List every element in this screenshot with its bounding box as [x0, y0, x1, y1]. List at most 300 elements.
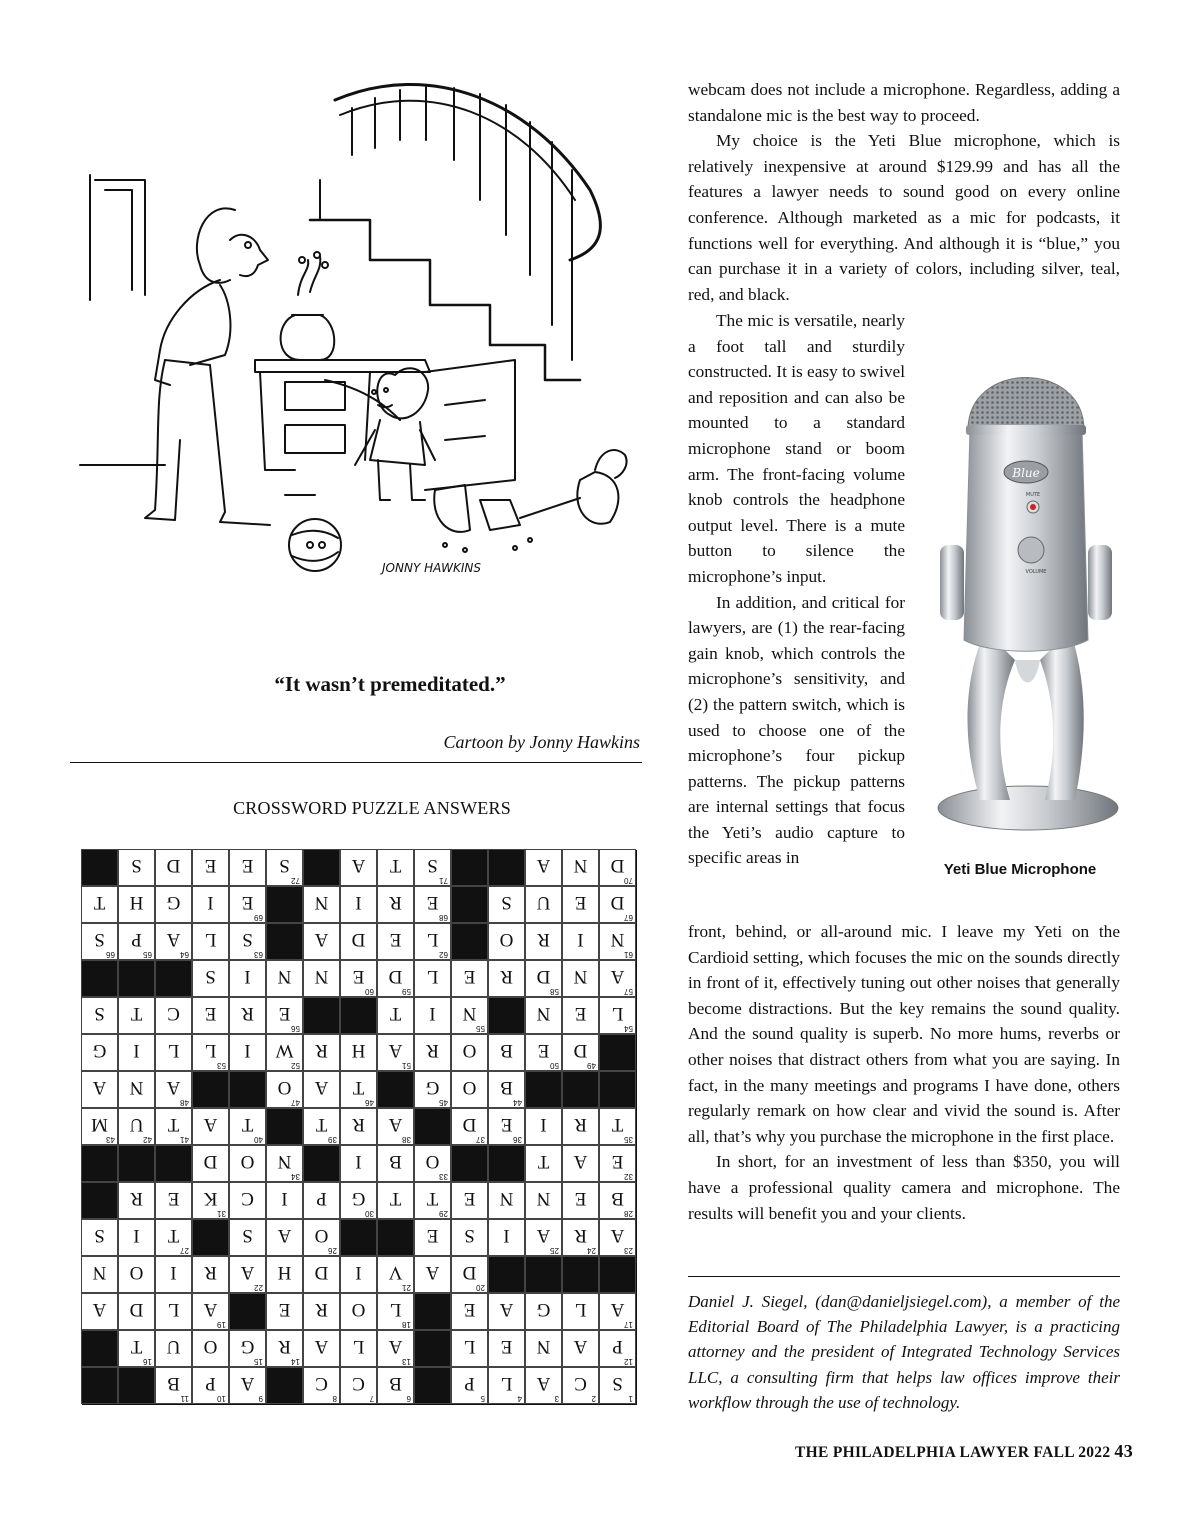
crossword-cell	[451, 1219, 488, 1256]
crossword-cell	[599, 997, 636, 1034]
crossword-cell	[451, 1071, 488, 1108]
crossword-cell	[377, 960, 414, 997]
answer-letter: G	[425, 1077, 440, 1098]
clue-number: 34	[291, 1172, 300, 1181]
crossword-cell	[414, 997, 451, 1034]
crossword-black-cell	[599, 1256, 636, 1293]
crossword-cell	[525, 886, 562, 923]
answer-letter: B	[500, 1077, 513, 1098]
answer-letter: C	[167, 1003, 180, 1024]
crossword-cell	[451, 1367, 488, 1404]
answer-letter: P	[464, 1373, 475, 1394]
crossword-cell	[266, 1330, 303, 1367]
clue-number: 2	[591, 1394, 596, 1403]
cartoon-illustration	[70, 60, 650, 660]
crossword-cell	[192, 1293, 229, 1330]
answer-letter: E	[611, 1151, 624, 1172]
clue-number: 71	[439, 876, 448, 885]
crossword-cell	[303, 1256, 340, 1293]
answer-letter: E	[167, 1188, 180, 1209]
answer-letter: E	[389, 929, 402, 950]
answer-letter: A	[610, 1299, 625, 1320]
crossword-cell	[303, 1071, 340, 1108]
crossword-cell	[155, 1108, 192, 1145]
crossword-cell	[488, 1182, 525, 1219]
crossword-cell	[192, 886, 229, 923]
answer-letter: D	[351, 929, 366, 950]
crossword-cell	[525, 1034, 562, 1071]
crossword-cell	[118, 923, 155, 960]
answer-letter: S	[279, 855, 290, 876]
clue-number: 62	[439, 950, 448, 959]
crossword-black-cell	[488, 1145, 525, 1182]
crossword-cell	[118, 1108, 155, 1145]
cartoon-credit: Cartoon by Jonny Hawkins	[443, 732, 640, 752]
bio-divider	[688, 1276, 1120, 1277]
article-narrow-text	[688, 308, 905, 871]
clue-number: 60	[365, 987, 374, 996]
answer-letter: C	[241, 1188, 254, 1209]
crossword-black-cell	[81, 1330, 118, 1367]
crossword-black-cell	[414, 1330, 451, 1367]
answer-letter: A	[573, 1336, 588, 1357]
crossword-cell	[599, 1367, 636, 1404]
crossword-cell	[192, 960, 229, 997]
answer-letter: E	[500, 1114, 513, 1135]
crossword-cell	[488, 1367, 525, 1404]
answer-letter: A	[425, 1262, 440, 1283]
article-paragraph: front, behind, or all-around mic. I leave my Yeti on the Cardioid setting, which focuses the mic on the sounds directly in front of it, effectively tuning out other noises that generally become distractions. But the key remains the sound quality. And the sound quality is superb. No more hums, reverbs or other noises that distract others from what you are saying. In fact, in the many meetings and programs I have done, others regularly remark on how clear and vivid the sound is. After all, that’s why you purchase the microphone in the first place.	[688, 922, 1120, 1146]
answer-letter: R	[204, 1262, 217, 1283]
article-paragraph: My choice is the Yeti Blue microphone, which is relatively inexpensive at around $129.99 and has all the features a lawyer needs to sound good on every online conference. Although marketed as a mic for podcasts, it functions well for everything. And although it is “blue,” you can purchase it in a variety of colors, including silver, teal, red, and black.	[688, 131, 1120, 304]
answer-letter: S	[464, 1225, 475, 1246]
crossword-cell	[303, 960, 340, 997]
answer-letter: S	[612, 1373, 623, 1394]
answer-letter: A	[536, 855, 551, 876]
crossword-black-cell	[340, 997, 377, 1034]
crossword-cell	[229, 1219, 266, 1256]
clue-number: 49	[587, 1061, 596, 1070]
clue-number: 65	[143, 950, 152, 959]
answer-letter: A	[166, 1077, 181, 1098]
clue-number: 35	[624, 1135, 633, 1144]
answer-letter: L	[426, 929, 439, 950]
answer-letter: E	[574, 1188, 587, 1209]
clue-number: 31	[217, 1209, 226, 1218]
clue-number: 61	[624, 950, 633, 959]
answer-letter: H	[129, 892, 144, 913]
answer-letter: K	[203, 1188, 218, 1209]
answer-letter: A	[573, 1151, 588, 1172]
answer-letter: B	[500, 1040, 513, 1061]
clue-number: 28	[624, 1209, 633, 1218]
answer-letter: T	[167, 1225, 180, 1246]
answer-letter: I	[503, 1225, 510, 1246]
crossword-cell	[303, 886, 340, 923]
clue-number: 39	[328, 1135, 337, 1144]
crossword-cell	[488, 1034, 525, 1071]
crossword-cell	[192, 1145, 229, 1182]
answer-letter: G	[240, 1336, 255, 1357]
crossword-cell	[303, 1293, 340, 1330]
mic-volume-label: VOLUME	[1025, 569, 1047, 575]
clue-number: 50	[550, 1061, 559, 1070]
clue-number: 70	[624, 876, 633, 885]
crossword-black-cell	[81, 1367, 118, 1404]
answer-letter: E	[463, 966, 476, 987]
answer-letter: R	[574, 1225, 587, 1246]
crossword-cell	[562, 1108, 599, 1145]
clue-number: 37	[476, 1135, 485, 1144]
crossword-cell	[599, 1330, 636, 1367]
crossword-cell	[377, 849, 414, 886]
answer-letter: E	[278, 1003, 291, 1024]
crossword-cell	[155, 997, 192, 1034]
crossword-cell	[340, 1071, 377, 1108]
crossword-cell	[340, 923, 377, 960]
crossword-cell	[488, 1108, 525, 1145]
crossword-cell	[81, 1108, 118, 1145]
answer-letter: T	[426, 1188, 439, 1209]
crossword-cell	[118, 1034, 155, 1071]
answer-letter: P	[205, 1373, 216, 1394]
answer-letter: L	[167, 1299, 180, 1320]
clue-number: 64	[180, 950, 189, 959]
clue-number: 13	[402, 1357, 411, 1366]
crossword-cell	[525, 997, 562, 1034]
crossword-cell	[303, 923, 340, 960]
crossword-cell	[340, 1034, 377, 1071]
answer-letter: G	[536, 1299, 551, 1320]
crossword-cell	[414, 960, 451, 997]
clue-number: 41	[180, 1135, 189, 1144]
clue-number: 32	[624, 1172, 633, 1181]
crossword-cell	[599, 886, 636, 923]
article-top-text	[688, 77, 1120, 307]
crossword-cell	[414, 1071, 451, 1108]
answer-letter: I	[355, 892, 362, 913]
answer-letter: B	[389, 1373, 402, 1394]
answer-letter: O	[277, 1077, 292, 1098]
answer-letter: A	[388, 1336, 403, 1357]
crossword-cell	[377, 1293, 414, 1330]
clue-number: 21	[402, 1283, 411, 1292]
clue-number: 33	[439, 1172, 448, 1181]
answer-letter: A	[610, 1225, 625, 1246]
crossword-cell	[155, 1219, 192, 1256]
crossword-black-cell	[525, 1256, 562, 1293]
crossword-cell	[340, 960, 377, 997]
crossword-cell	[488, 960, 525, 997]
answer-letter: E	[574, 892, 587, 913]
crossword-cell	[562, 997, 599, 1034]
answer-letter: C	[315, 1373, 328, 1394]
answer-letter: R	[130, 1188, 143, 1209]
crossword-cell	[266, 1182, 303, 1219]
crossword-cell	[340, 1293, 377, 1330]
answer-letter: A	[536, 1373, 551, 1394]
crossword-black-cell	[488, 997, 525, 1034]
answer-letter: H	[351, 1040, 366, 1061]
answer-letter: T	[167, 1114, 180, 1135]
crossword-cell	[118, 1182, 155, 1219]
crossword-cell	[81, 997, 118, 1034]
answer-letter: S	[131, 855, 142, 876]
answer-letter: N	[129, 1077, 144, 1098]
article-paragraph: The mic is versatile, nearly a foot tall and sturdily constructed. It is easy to swivel and reposition and can also be mounted to a standard microphone stand or boom arm. The front-facing volume knob controls the headphone output level. There is a mute button to silence the microphone’s input.	[688, 311, 905, 586]
answer-letter: R	[315, 1040, 328, 1061]
crossword-cell	[155, 1034, 192, 1071]
crossword-black-cell	[451, 849, 488, 886]
answer-letter: E	[204, 855, 217, 876]
answer-letter: L	[500, 1373, 513, 1394]
crossword-cell	[488, 886, 525, 923]
crossword-cell	[266, 997, 303, 1034]
crossword-cell	[525, 960, 562, 997]
crossword-black-cell	[266, 886, 303, 923]
answer-letter: A	[388, 1040, 403, 1061]
crossword-cell	[377, 1182, 414, 1219]
cartoon-caption: “It wasn’t premeditated.”	[274, 672, 506, 696]
clue-number: 18	[402, 1320, 411, 1329]
crossword-cell	[488, 923, 525, 960]
answer-letter: T	[93, 892, 106, 913]
answer-letter: A	[240, 1373, 255, 1394]
crossword-cell	[192, 923, 229, 960]
answer-letter: A	[610, 966, 625, 987]
answer-letter: U	[129, 1114, 144, 1135]
crossword-cell	[229, 1367, 266, 1404]
crossword-black-cell	[488, 1256, 525, 1293]
answer-letter: D	[610, 855, 625, 876]
crossword-cell	[414, 1219, 451, 1256]
crossword-cell	[303, 1219, 340, 1256]
answer-letter: L	[167, 1040, 180, 1061]
clue-number: 17	[624, 1320, 633, 1329]
answer-letter: T	[537, 1151, 550, 1172]
answer-letter: A	[166, 929, 181, 950]
answer-letter: I	[429, 1003, 436, 1024]
crossword-cell	[81, 886, 118, 923]
crossword-cell	[562, 1182, 599, 1219]
crossword-cell	[303, 1367, 340, 1404]
crossword-cell	[562, 960, 599, 997]
clue-number: 8	[332, 1394, 337, 1403]
answer-letter: E	[426, 1225, 439, 1246]
answer-letter: O	[462, 1040, 477, 1061]
clue-number: 69	[254, 913, 263, 922]
answer-letter: H	[277, 1262, 292, 1283]
answer-letter: I	[244, 1040, 251, 1061]
crossword-cell	[229, 1256, 266, 1293]
answer-letter: C	[574, 1373, 587, 1394]
clue-number: 20	[476, 1283, 485, 1292]
crossword-cell	[340, 1367, 377, 1404]
crossword-cell	[599, 849, 636, 886]
crossword-cell	[81, 1071, 118, 1108]
answer-letter: N	[277, 1151, 292, 1172]
crossword-cell	[229, 1330, 266, 1367]
crossword-cell	[414, 923, 451, 960]
clue-number: 29	[439, 1209, 448, 1218]
crossword-cell	[81, 923, 118, 960]
crossword-cell	[229, 997, 266, 1034]
crossword-cell	[599, 960, 636, 997]
crossword-cell	[118, 1219, 155, 1256]
crossword-black-cell	[303, 997, 340, 1034]
crossword-cell	[562, 923, 599, 960]
crossword-cell	[192, 1108, 229, 1145]
answer-letter: R	[537, 929, 550, 950]
clue-number: 4	[517, 1394, 522, 1403]
crossword-black-cell	[303, 1145, 340, 1182]
crossword-cell	[340, 849, 377, 886]
answer-letter: T	[389, 1188, 402, 1209]
answer-letter: I	[355, 1151, 362, 1172]
answer-letter: E	[574, 1003, 587, 1024]
crossword-cell	[118, 886, 155, 923]
answer-letter: S	[94, 1225, 105, 1246]
answer-letter: N	[277, 966, 292, 987]
clue-number: 10	[217, 1394, 226, 1403]
crossword-black-cell	[377, 1071, 414, 1108]
answer-letter: O	[351, 1299, 366, 1320]
answer-letter: D	[166, 855, 181, 876]
crossword-cell	[451, 1034, 488, 1071]
crossword-cell	[155, 1182, 192, 1219]
answer-letter: S	[427, 855, 438, 876]
crossword-black-cell	[303, 849, 340, 886]
answer-letter: A	[92, 1077, 107, 1098]
answer-letter: E	[537, 1040, 550, 1061]
answer-letter: U	[166, 1336, 181, 1357]
answer-letter: O	[462, 1077, 477, 1098]
answer-letter: A	[203, 1114, 218, 1135]
answer-letter: T	[241, 1114, 254, 1135]
answer-letter: O	[240, 1151, 255, 1172]
answer-letter: I	[281, 1188, 288, 1209]
crossword-cell	[192, 1330, 229, 1367]
crossword-black-cell	[414, 1293, 451, 1330]
answer-letter: A	[314, 1077, 329, 1098]
crossword-cell	[229, 1034, 266, 1071]
crossword-black-cell	[562, 1256, 599, 1293]
clue-number: 6	[406, 1394, 411, 1403]
crossword-cell	[414, 1145, 451, 1182]
answer-letter: D	[203, 1151, 218, 1172]
crossword-cell	[303, 1182, 340, 1219]
crossword-grid	[82, 850, 637, 1405]
clue-number: 66	[106, 950, 115, 959]
crossword-black-cell	[525, 1071, 562, 1108]
answer-letter: E	[352, 966, 365, 987]
answer-letter: I	[355, 1262, 362, 1283]
answer-letter: T	[611, 1114, 624, 1135]
crossword-black-cell	[81, 849, 118, 886]
crossword-cell	[488, 1071, 525, 1108]
cartoon-signature: JONNY HAWKINS	[382, 561, 481, 575]
crossword-cell	[155, 1071, 192, 1108]
crossword-cell	[155, 886, 192, 923]
crossword-black-cell	[81, 1182, 118, 1219]
answer-letter: R	[352, 1114, 365, 1135]
crossword-cell	[525, 1145, 562, 1182]
answer-letter: G	[92, 1040, 107, 1061]
crossword-cell	[377, 1145, 414, 1182]
crossword-cell	[414, 1034, 451, 1071]
crossword-cell	[192, 1256, 229, 1293]
clue-number: 14	[291, 1357, 300, 1366]
crossword-black-cell	[155, 1145, 192, 1182]
answer-letter: B	[611, 1188, 624, 1209]
answer-letter: C	[352, 1373, 365, 1394]
crossword-cell	[229, 960, 266, 997]
answer-letter: S	[205, 966, 216, 987]
answer-letter: O	[425, 1151, 440, 1172]
answer-letter: L	[611, 1003, 624, 1024]
crossword-cell	[562, 1330, 599, 1367]
crossword-black-cell	[451, 886, 488, 923]
clue-number: 53	[217, 1061, 226, 1070]
answer-letter: N	[536, 1188, 551, 1209]
answer-letter: R	[315, 1299, 328, 1320]
answer-letter: R	[241, 1003, 254, 1024]
clue-number: 67	[624, 913, 633, 922]
crossword-title: CROSSWORD PUZZLE ANSWERS	[233, 798, 511, 818]
answer-letter: E	[463, 1299, 476, 1320]
crossword-cell	[525, 1182, 562, 1219]
answer-letter: R	[389, 892, 402, 913]
crossword-cell	[340, 1145, 377, 1182]
crossword-cell	[118, 1256, 155, 1293]
answer-letter: P	[612, 1336, 623, 1357]
answer-letter: E	[241, 855, 254, 876]
crossword-cell	[599, 1108, 636, 1145]
crossword-cell	[377, 1034, 414, 1071]
crossword-black-cell	[192, 1219, 229, 1256]
answer-letter: D	[314, 1262, 329, 1283]
crossword-black-cell	[192, 1071, 229, 1108]
crossword-black-cell	[155, 960, 192, 997]
crossword-cell	[81, 1034, 118, 1071]
answer-letter: N	[499, 1188, 514, 1209]
crossword-cell	[599, 1182, 636, 1219]
answer-letter: L	[389, 1299, 402, 1320]
crossword-black-cell	[340, 1219, 377, 1256]
clue-number: 54	[624, 1024, 633, 1033]
crossword-cell	[377, 923, 414, 960]
crossword-black-cell	[118, 960, 155, 997]
crossword-cell	[488, 1219, 525, 1256]
crossword-cell	[118, 1330, 155, 1367]
answer-letter: D	[536, 966, 551, 987]
crossword-cell	[81, 1256, 118, 1293]
answer-letter: A	[92, 1299, 107, 1320]
crossword-cell	[118, 1071, 155, 1108]
crossword-cell	[266, 960, 303, 997]
clue-number: 11	[180, 1394, 189, 1403]
crossword-cell	[562, 849, 599, 886]
section-divider	[70, 762, 642, 763]
clue-number: 22	[254, 1283, 263, 1292]
crossword-black-cell	[266, 1367, 303, 1404]
answer-letter: D	[573, 1040, 588, 1061]
crossword-cell	[525, 923, 562, 960]
crossword-cell	[81, 1219, 118, 1256]
crossword-black-cell	[118, 1145, 155, 1182]
answer-letter: I	[133, 1225, 140, 1246]
crossword-cell	[599, 923, 636, 960]
